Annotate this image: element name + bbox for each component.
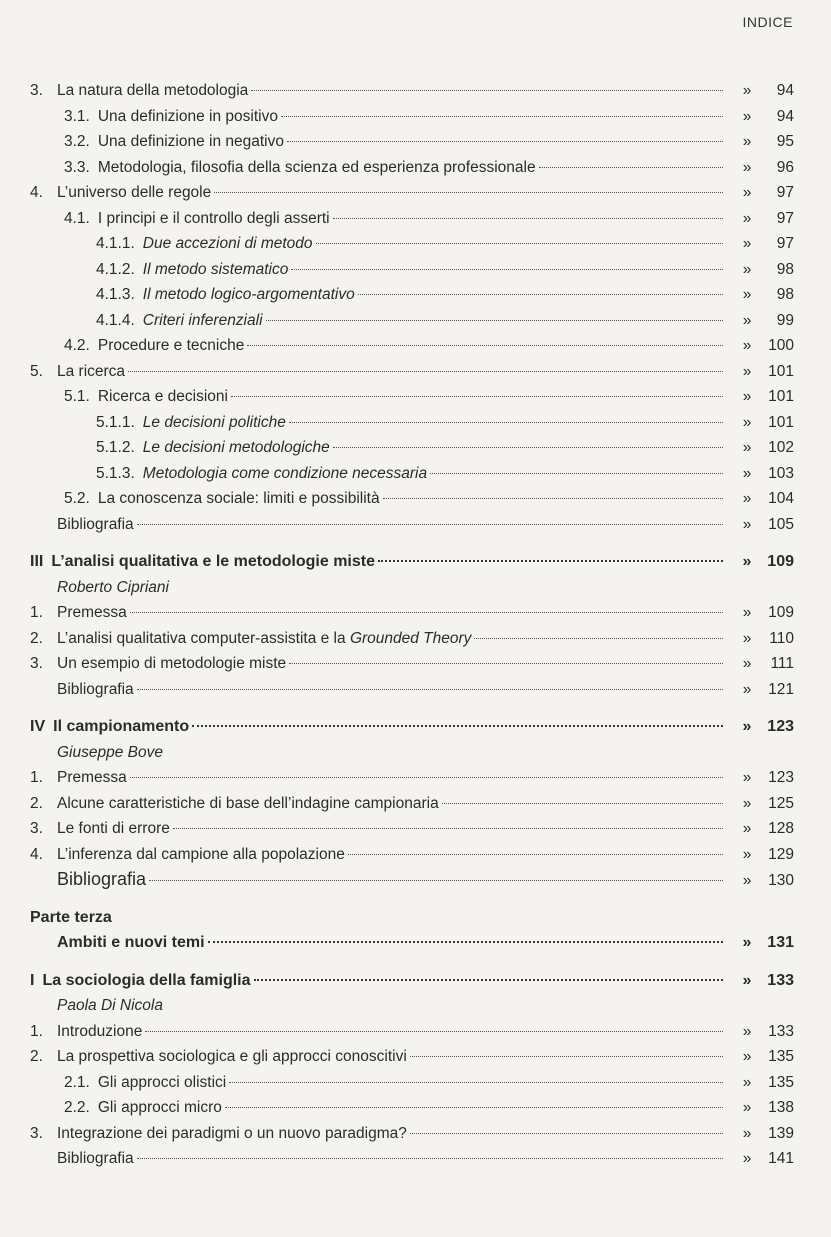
page-number: 133 bbox=[768, 1022, 794, 1040]
page-separator: » bbox=[742, 362, 752, 380]
entry-text: Bibliografia bbox=[57, 869, 147, 889]
page-separator: » bbox=[742, 311, 752, 329]
dot-leader bbox=[128, 371, 723, 372]
dot-leader bbox=[281, 116, 723, 117]
dot-leader bbox=[145, 1031, 723, 1032]
dot-leader bbox=[383, 498, 723, 499]
chapter-author: Giuseppe Bove bbox=[57, 743, 163, 761]
toc-entry[interactable] bbox=[30, 1044, 794, 1070]
toc-entry[interactable] bbox=[30, 129, 794, 155]
page-number: 97 bbox=[776, 184, 794, 201]
page-separator: » bbox=[742, 718, 752, 735]
page-separator: » bbox=[742, 655, 752, 672]
toc-entry[interactable] bbox=[30, 78, 794, 104]
entry-text: Ricerca e decisioni bbox=[97, 388, 228, 405]
entry-title bbox=[30, 626, 471, 652]
entry-number: 3. bbox=[30, 820, 43, 837]
page-separator: » bbox=[742, 464, 752, 482]
entry-number: 3. bbox=[30, 655, 43, 672]
toc-entry[interactable] bbox=[30, 1070, 794, 1096]
entry-title bbox=[30, 842, 345, 868]
entry-title bbox=[30, 282, 355, 308]
entry-title bbox=[30, 155, 536, 181]
chapter-author: Roberto Cipriani bbox=[57, 578, 169, 596]
dot-leader bbox=[231, 396, 723, 397]
entry-number: 4. bbox=[30, 845, 43, 863]
dot-leader bbox=[173, 828, 723, 829]
entry-number: III bbox=[30, 553, 44, 570]
entry-title bbox=[30, 867, 146, 894]
entry-text: Le decisioni metodologiche bbox=[142, 439, 330, 456]
toc-entry[interactable] bbox=[30, 333, 794, 359]
page-separator: » bbox=[742, 1099, 752, 1116]
entry-text: L’analisi qualitativa e le metodologie miste bbox=[51, 553, 375, 570]
entry-title bbox=[30, 333, 244, 359]
page-number: 130 bbox=[768, 872, 794, 889]
page-separator: » bbox=[742, 158, 752, 176]
page-number: 135 bbox=[768, 1073, 794, 1091]
entry-number: 1. bbox=[30, 604, 43, 621]
page-number: 104 bbox=[768, 490, 794, 507]
dot-leader bbox=[149, 880, 723, 881]
entry-number: 4.1.2. bbox=[96, 260, 135, 278]
page-separator: » bbox=[742, 794, 752, 812]
entry-text: Un esempio di metodologie miste bbox=[57, 655, 287, 672]
page-number: 133 bbox=[767, 971, 794, 989]
entry-number: 3. bbox=[30, 1124, 43, 1142]
entry-title bbox=[30, 129, 284, 155]
page-separator: » bbox=[742, 680, 752, 698]
page-separator: » bbox=[742, 1073, 752, 1091]
entry-title bbox=[30, 765, 127, 791]
toc-entry[interactable] bbox=[30, 282, 794, 308]
entry-text: Integrazione dei paradigmi o un nuovo paradigma? bbox=[57, 1124, 407, 1142]
entry-text: Ambiti e nuovi temi bbox=[57, 934, 205, 951]
dot-leader bbox=[251, 90, 723, 91]
entry-text: La natura della metodologia bbox=[57, 82, 249, 99]
entry-text: Bibliografia bbox=[57, 515, 134, 533]
page-number: 100 bbox=[768, 337, 794, 354]
section-gap bbox=[30, 956, 794, 968]
dot-leader bbox=[192, 725, 723, 727]
page-number: 131 bbox=[767, 934, 794, 951]
entry-title bbox=[30, 1146, 134, 1172]
entry-text: Due accezioni di metodo bbox=[142, 235, 313, 252]
page-number: 121 bbox=[768, 680, 794, 698]
entry-number: 1. bbox=[30, 1022, 43, 1040]
table-of-contents bbox=[30, 78, 794, 1172]
entry-title bbox=[30, 78, 248, 104]
entry-text: Metodologia come condizione necessaria bbox=[142, 464, 428, 482]
dot-leader bbox=[348, 854, 723, 855]
entry-text: Il metodo logico-argomentativo bbox=[142, 286, 355, 303]
page-number: 125 bbox=[768, 794, 794, 812]
toc-entry[interactable] bbox=[30, 486, 794, 512]
page-number: 110 bbox=[769, 629, 794, 647]
section-gap bbox=[30, 702, 794, 714]
toc-entry[interactable] bbox=[30, 359, 794, 385]
page-number: 94 bbox=[776, 107, 794, 125]
page-number: 101 bbox=[768, 362, 794, 380]
entry-number: 4.1.4. bbox=[96, 311, 135, 329]
entry-title bbox=[30, 1044, 407, 1070]
dot-leader bbox=[289, 422, 723, 423]
page-separator: » bbox=[742, 553, 752, 570]
dot-leader bbox=[130, 777, 723, 778]
dot-leader bbox=[208, 941, 723, 943]
dot-leader bbox=[410, 1133, 723, 1134]
page-number: 128 bbox=[768, 820, 794, 837]
entry-number: 3.1. bbox=[64, 107, 90, 125]
page-separator: » bbox=[742, 388, 752, 405]
entry-title bbox=[30, 486, 380, 512]
entry-number: 5.1.3. bbox=[96, 464, 135, 482]
page-separator: » bbox=[742, 235, 752, 252]
page-number: 139 bbox=[768, 1124, 794, 1142]
page-number: 141 bbox=[768, 1150, 794, 1167]
entry-title bbox=[30, 816, 170, 842]
dot-leader bbox=[316, 243, 723, 244]
page-number: 94 bbox=[776, 82, 794, 99]
entry-text: I principi e il controllo degli asserti bbox=[97, 209, 330, 227]
toc-entry[interactable] bbox=[30, 816, 794, 842]
entry-text: Le fonti di errore bbox=[57, 820, 170, 837]
section-gap bbox=[30, 893, 794, 905]
toc-entry[interactable] bbox=[30, 155, 794, 181]
page-number: 123 bbox=[768, 769, 794, 786]
page-number: 123 bbox=[767, 718, 794, 735]
entry-number: 1. bbox=[30, 769, 43, 786]
chapter-entry[interactable] bbox=[30, 549, 794, 575]
toc-entry[interactable] bbox=[30, 867, 794, 893]
toc-entry[interactable] bbox=[30, 842, 794, 868]
page-number: 95 bbox=[776, 133, 794, 150]
toc-entry[interactable] bbox=[30, 677, 794, 703]
page-separator: » bbox=[742, 934, 752, 951]
dot-leader bbox=[137, 1158, 723, 1159]
page-separator: » bbox=[742, 1124, 752, 1142]
page-number: 102 bbox=[768, 439, 794, 456]
toc-entry[interactable] bbox=[30, 461, 794, 487]
dot-leader bbox=[333, 218, 723, 219]
page-number: 98 bbox=[776, 286, 794, 303]
entry-number: 5. bbox=[30, 362, 43, 380]
page-separator: » bbox=[742, 820, 752, 837]
page-number: 129 bbox=[768, 845, 794, 863]
entry-number: 3.3. bbox=[64, 158, 90, 176]
entry-text: Alcune caratteristiche di base dell’indagine campionaria bbox=[57, 794, 439, 812]
entry-title bbox=[30, 435, 330, 461]
entry-text: La sociologia della famiglia bbox=[42, 971, 251, 989]
entry-number: 2. bbox=[30, 1048, 43, 1065]
dot-leader bbox=[137, 689, 723, 690]
entry-title bbox=[30, 104, 278, 130]
page-number: 98 bbox=[776, 260, 794, 278]
toc-entry[interactable] bbox=[30, 206, 794, 232]
page-separator: » bbox=[742, 337, 752, 354]
entry-number: IV bbox=[30, 718, 46, 735]
dot-leader bbox=[291, 269, 723, 270]
entry-number: 5.2. bbox=[64, 490, 90, 507]
entry-number: 5.1.1. bbox=[96, 413, 135, 431]
dot-leader bbox=[137, 524, 723, 525]
toc-entry[interactable] bbox=[30, 180, 794, 206]
toc-entry[interactable] bbox=[30, 930, 794, 956]
dot-leader bbox=[266, 320, 723, 321]
page-number: 101 bbox=[768, 388, 794, 405]
entry-title bbox=[30, 714, 189, 740]
page-number: 101 bbox=[768, 413, 794, 431]
dot-leader bbox=[289, 663, 723, 664]
toc-entry[interactable] bbox=[30, 651, 794, 677]
chapter-entry[interactable] bbox=[30, 714, 794, 740]
entry-title bbox=[30, 930, 205, 956]
entry-title bbox=[30, 461, 427, 487]
entry-text: Criteri inferenziali bbox=[142, 311, 263, 329]
dot-leader bbox=[225, 1107, 723, 1108]
entry-title bbox=[30, 512, 134, 538]
chapter-author: Paola Di Nicola bbox=[57, 997, 163, 1014]
page-number: 109 bbox=[768, 604, 794, 621]
entry-text: Il campionamento bbox=[53, 718, 190, 735]
page-separator: » bbox=[742, 133, 752, 150]
entry-text-italic: Grounded Theory bbox=[349, 629, 472, 647]
toc-entry[interactable] bbox=[30, 257, 794, 283]
page-separator: » bbox=[742, 209, 752, 227]
page-separator: » bbox=[742, 286, 752, 303]
entry-text: La conoscenza sociale: limiti e possibilità bbox=[97, 490, 380, 507]
toc-entry[interactable] bbox=[30, 765, 794, 791]
entry-title bbox=[30, 308, 263, 334]
entry-title bbox=[30, 651, 286, 677]
page-number: 96 bbox=[776, 158, 794, 176]
entry-number: 3. bbox=[30, 82, 43, 99]
entry-text: L’inferenza dal campione alla popolazione bbox=[57, 845, 345, 863]
entry-number: 2. bbox=[30, 629, 43, 647]
entry-text: Una definizione in negativo bbox=[97, 133, 284, 150]
toc-entry[interactable] bbox=[30, 626, 794, 652]
dot-leader bbox=[214, 192, 723, 193]
dot-leader bbox=[247, 345, 723, 346]
entry-number: 4.1.3. bbox=[96, 286, 135, 303]
page-number: 97 bbox=[776, 209, 794, 227]
page-number: 111 bbox=[770, 655, 794, 672]
entry-text: L’analisi qualitativa computer-assistita e la bbox=[57, 629, 350, 647]
toc-entry[interactable] bbox=[30, 231, 794, 257]
page-separator: » bbox=[742, 82, 752, 99]
entry-text: Gli approcci micro bbox=[97, 1099, 222, 1116]
entry-title bbox=[30, 549, 375, 575]
dot-leader bbox=[539, 167, 723, 168]
toc-entry[interactable] bbox=[30, 1019, 794, 1045]
entry-number: 2.2. bbox=[64, 1099, 90, 1116]
page-separator: » bbox=[742, 490, 752, 507]
entry-title bbox=[30, 1019, 142, 1045]
page-separator: » bbox=[742, 769, 752, 786]
page-separator: » bbox=[742, 604, 752, 621]
page-separator: » bbox=[742, 515, 752, 533]
toc-entry[interactable] bbox=[30, 104, 794, 130]
page-number: 105 bbox=[768, 515, 794, 533]
page-separator: » bbox=[742, 1150, 752, 1167]
entry-number: 3.2. bbox=[64, 133, 90, 150]
toc-entry[interactable] bbox=[30, 1121, 794, 1147]
entry-number: I bbox=[30, 971, 35, 989]
entry-text: Procedure e tecniche bbox=[97, 337, 245, 354]
entry-title bbox=[30, 359, 125, 385]
dot-leader bbox=[358, 294, 723, 295]
toc-entry[interactable] bbox=[30, 1146, 794, 1172]
toc-entry[interactable] bbox=[30, 791, 794, 817]
running-header: INDICE bbox=[742, 14, 793, 30]
chapter-entry[interactable] bbox=[30, 968, 794, 994]
entry-text: Una definizione in positivo bbox=[97, 107, 278, 125]
page-number: 135 bbox=[768, 1048, 794, 1065]
entry-title bbox=[30, 257, 288, 283]
entry-text: La prospettiva sociologica e gli approcci conoscitivi bbox=[57, 1048, 407, 1065]
page-separator: » bbox=[742, 413, 752, 431]
toc-entry[interactable] bbox=[30, 435, 794, 461]
toc-entry[interactable] bbox=[30, 1095, 794, 1121]
toc-entry[interactable] bbox=[30, 410, 794, 436]
entry-title bbox=[30, 231, 313, 257]
entry-text: Premessa bbox=[57, 769, 127, 786]
page-separator: » bbox=[742, 872, 752, 889]
page-separator: » bbox=[742, 260, 752, 278]
entry-text: Le decisioni politiche bbox=[142, 413, 286, 431]
entry-title bbox=[30, 600, 127, 626]
dot-leader bbox=[333, 447, 723, 448]
entry-number: 2. bbox=[30, 794, 43, 812]
page-number: 138 bbox=[768, 1099, 794, 1116]
entry-number: 4.2. bbox=[64, 337, 90, 354]
page-separator: » bbox=[742, 629, 752, 647]
entry-text: Bibliografia bbox=[57, 1150, 134, 1167]
entry-number: 4.1. bbox=[64, 209, 90, 227]
dot-leader bbox=[287, 141, 723, 142]
entry-title bbox=[30, 1121, 407, 1147]
section-gap bbox=[30, 537, 794, 549]
entry-number: 2.1. bbox=[64, 1073, 90, 1091]
toc-entry[interactable] bbox=[30, 384, 794, 410]
page-separator: » bbox=[742, 107, 752, 125]
entry-text: Introduzione bbox=[57, 1022, 143, 1040]
page-number: 109 bbox=[767, 553, 794, 570]
dot-leader bbox=[442, 803, 723, 804]
dot-leader bbox=[378, 560, 723, 562]
toc-entry[interactable] bbox=[30, 308, 794, 334]
entry-number: 4. bbox=[30, 184, 43, 201]
dot-leader bbox=[130, 612, 723, 613]
page-number: 97 bbox=[776, 235, 794, 252]
entry-title bbox=[30, 384, 228, 410]
toc-entry[interactable] bbox=[30, 600, 794, 626]
entry-title bbox=[30, 206, 330, 232]
entry-text: L’universo delle regole bbox=[57, 184, 212, 201]
entry-text: Metodologia, filosofia della scienza ed esperienza professionale bbox=[97, 158, 536, 176]
entry-title bbox=[30, 791, 439, 817]
entry-title bbox=[30, 410, 286, 436]
page-separator: » bbox=[742, 184, 752, 201]
entry-text: La ricerca bbox=[57, 362, 126, 380]
part-label: Parte terza bbox=[30, 908, 112, 926]
page-separator: » bbox=[742, 845, 752, 863]
entry-text: Bibliografia bbox=[57, 680, 134, 698]
dot-leader bbox=[430, 473, 723, 474]
page-separator: » bbox=[742, 439, 752, 456]
entry-number: 4.1.1. bbox=[96, 235, 135, 252]
entry-number: 5.1.2. bbox=[96, 439, 135, 456]
page-separator: » bbox=[742, 971, 752, 989]
dot-leader bbox=[229, 1082, 723, 1083]
entry-text: Gli approcci olistici bbox=[97, 1073, 227, 1091]
entry-title bbox=[30, 968, 251, 994]
entry-title bbox=[30, 1070, 226, 1096]
dot-leader bbox=[254, 979, 723, 981]
entry-title bbox=[30, 677, 134, 703]
entry-number: 5.1. bbox=[64, 388, 90, 405]
page-separator: » bbox=[742, 1048, 752, 1065]
dot-leader bbox=[410, 1056, 723, 1057]
entry-text: Il metodo sistematico bbox=[142, 260, 289, 278]
dot-leader bbox=[474, 638, 723, 639]
page-separator: » bbox=[742, 1022, 752, 1040]
page-number: 103 bbox=[768, 464, 794, 482]
entry-title bbox=[30, 180, 211, 206]
entry-title bbox=[30, 1095, 222, 1121]
page-number: 99 bbox=[776, 311, 794, 329]
toc-entry[interactable] bbox=[30, 512, 794, 538]
entry-text: Premessa bbox=[57, 604, 127, 621]
